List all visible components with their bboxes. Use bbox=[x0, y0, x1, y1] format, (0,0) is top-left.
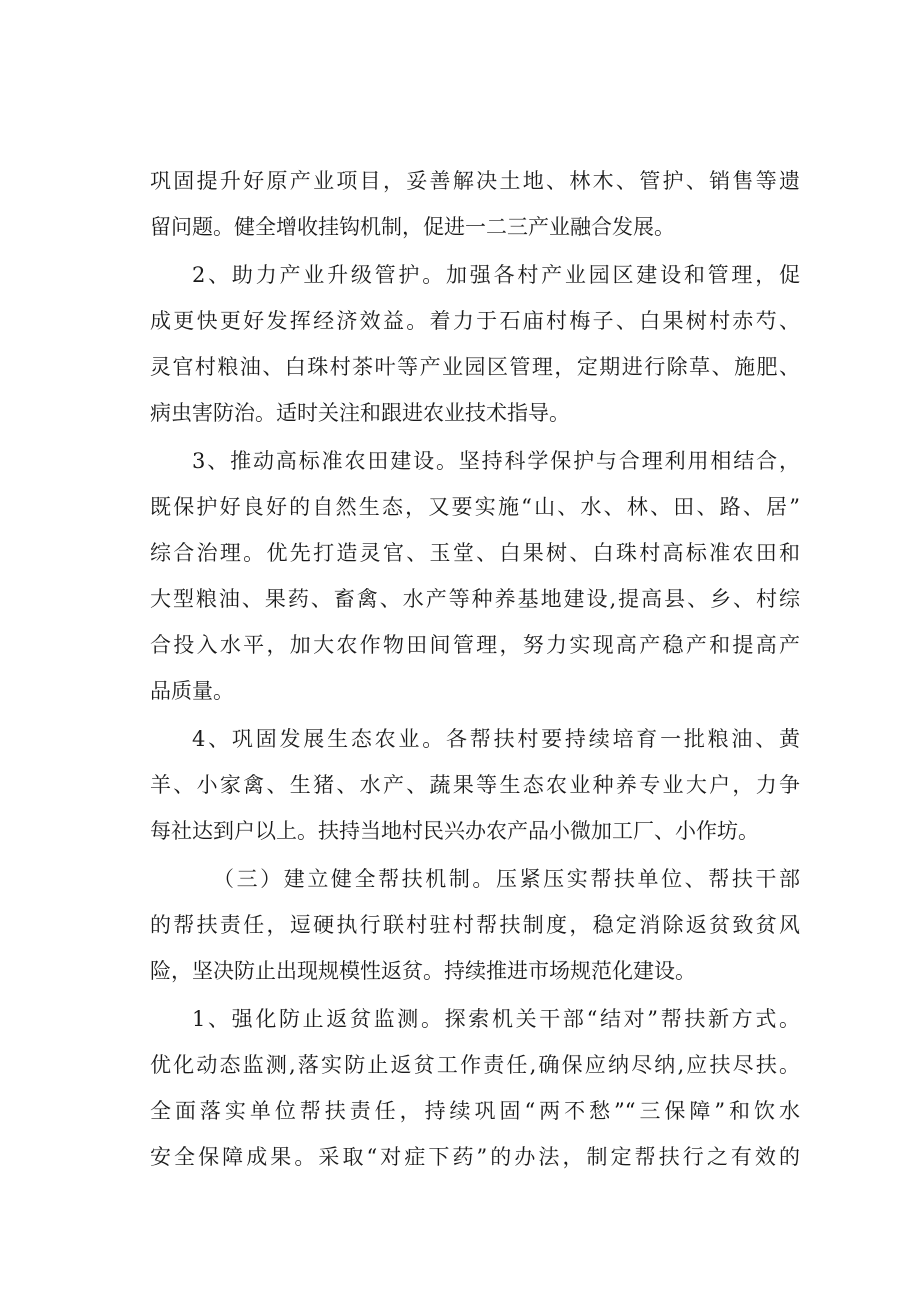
text-line: 1、强化防止返贫监测。探索机关干部“结对”帮扶新方式。 bbox=[192, 1007, 800, 1031]
text-line: （三）建立健全帮扶机制。压紧压实帮扶单位、帮扶干部 bbox=[213, 867, 800, 891]
text-line: 优化动态监测,落实防止返贫工作责任,确保应纳尽纳,应扶尽扶。 bbox=[150, 1053, 800, 1077]
text-line: 灵官村粮油、白珠村茶叶等产业园区管理，定期进行除草、施肥、 bbox=[150, 355, 800, 379]
text-line: 品质量。 bbox=[150, 679, 234, 703]
text-line: 合投入水平，加大农作物田间管理，努力实现高产稳产和提高产 bbox=[150, 633, 800, 657]
text-line: 巩固提升好原产业项目，妥善解决土地、林木、管护、销售等遗 bbox=[150, 169, 800, 193]
text-line: 险，坚决防止出现规模性返贫。持续推进市场规范化建设。 bbox=[150, 959, 696, 983]
paragraph-6 bbox=[150, 996, 800, 1180]
paragraph-5 bbox=[150, 856, 800, 994]
text-line: 大型粮油、果药、畜禽、水产等种养基地建设,提高县、乡、村综 bbox=[150, 587, 800, 611]
text-line: 的帮扶责任，逗硬执行联村驻村帮扶制度，稳定消除返贫致贫风 bbox=[150, 913, 800, 937]
text-line: 成更快更好发挥经济效益。着力于石庙村梅子、白果树村赤芍、 bbox=[150, 309, 800, 333]
text-line: 3、推动高标准农田建设。坚持科学保护与合理利用相结合， bbox=[192, 449, 800, 473]
text-line: 留问题。健全增收挂钩机制，促进一二三产业融合发展。 bbox=[150, 215, 675, 239]
paragraph-1 bbox=[150, 158, 800, 250]
text-line: 综合治理。优先打造灵官、玉堂、白果树、白珠村高标准农田和 bbox=[150, 541, 800, 565]
text-line: 安全保障成果。采取“对症下药”的办法，制定帮扶行之有效的 bbox=[150, 1145, 800, 1169]
paragraph-2 bbox=[150, 252, 800, 436]
paragraph-4 bbox=[150, 716, 800, 854]
text-line: 2、助力产业升级管护。加强各村产业园区建设和管理，促 bbox=[192, 263, 800, 287]
text-line: 既保护好良好的自然生态，又要实施“山、水、林、田、路、居” bbox=[150, 495, 800, 519]
text-line: 4、巩固发展生态农业。各帮扶村要持续培育一批粮油、黄 bbox=[192, 727, 800, 751]
text-line: 每社达到户以上。扶持当地村民兴办农产品小微加工厂、小作坊。 bbox=[150, 819, 759, 843]
paragraph-3 bbox=[150, 438, 800, 714]
text-line: 病虫害防治。适时关注和跟进农业技术指导。 bbox=[150, 401, 570, 425]
text-line: 全面落实单位帮扶责任，持续巩固“两不愁”“三保障”和饮水 bbox=[150, 1099, 800, 1123]
text-line: 羊、小家禽、生猪、水产、蔬果等生态农业种养专业大户，力争 bbox=[150, 773, 800, 797]
document-body bbox=[150, 158, 800, 1180]
